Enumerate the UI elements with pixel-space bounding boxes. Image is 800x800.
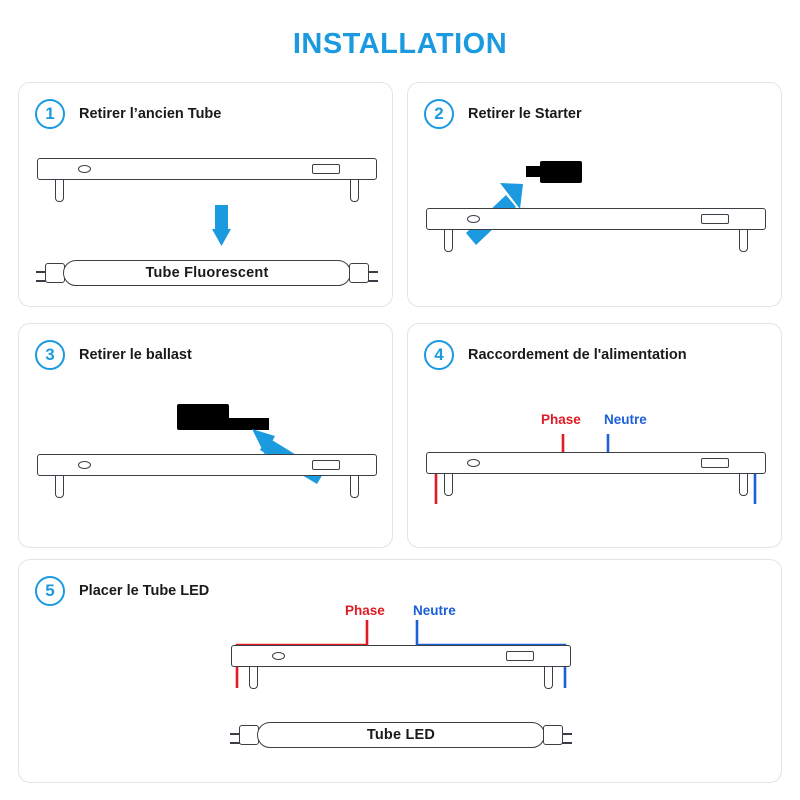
tube-pin-left-2 [230,742,240,744]
fixture-leg-right [350,180,359,202]
page-title: INSTALLATION [292,28,508,60]
fixture-leg-right [739,474,748,496]
fixture-body [37,454,377,476]
neutre-label: Neutre [413,603,456,618]
tube-label: Tube LED [366,727,436,743]
fixture-leg-right [350,476,359,498]
fixture-slot [506,651,534,661]
step-4-title: Raccordement de l'alimentation [468,347,687,363]
tube-pin-left-1 [36,271,46,273]
fixture-leg-left [55,180,64,202]
step-4-number: 4 [424,340,454,370]
step-card-4 [407,323,782,548]
fixture-body [231,645,571,667]
tube-pin-left-2 [36,280,46,282]
fixture-hole [78,461,91,469]
tube-pin-right-1 [368,271,378,273]
step-2-title: Retirer le Starter [468,106,582,122]
fluorescent-tube [37,260,377,286]
fixture-leg-left [444,230,453,252]
fixture-hole [78,165,91,173]
tube-cap-left [45,263,65,283]
fixture-slot [701,214,729,224]
fixture-hole [467,459,480,467]
tube-glass [257,722,545,748]
fixture-slot [312,460,340,470]
starter-nub [526,166,542,177]
step-2-number: 2 [424,99,454,129]
tube-pin-right-2 [368,280,378,282]
ballast-part [177,404,229,430]
phase-label: Phase [345,603,385,618]
led-tube [231,722,571,748]
step-card-5 [18,559,782,783]
ballast-bracket [227,418,269,430]
step-card-1 [18,82,393,307]
tube-glass [63,260,351,286]
fixture-leg-left [249,667,258,689]
step-5-number: 5 [35,576,65,606]
tube-pin-left-1 [230,733,240,735]
step-3-header [35,340,192,370]
neutre-label: Neutre [604,412,647,427]
step-1-title: Retirer l’ancien Tube [79,106,222,122]
fixture-body [37,158,377,180]
tube-pin-right-1 [562,733,572,735]
fixture-leg-left [55,476,64,498]
step-5-header [35,576,209,606]
step-1-number: 1 [35,99,65,129]
fixture-hole [272,652,285,660]
fixture-leg-right [544,667,553,689]
fixture-body [426,452,766,474]
tube-cap-right [349,263,369,283]
starter-part [540,161,582,183]
tube-cap-right [543,725,563,745]
step-3-title: Retirer le ballast [79,347,192,363]
tube-cap-left [239,725,259,745]
tube-pin-right-2 [562,742,572,744]
tube-label: Tube Fluorescent [145,265,269,281]
fixture-hole [467,215,480,223]
phase-label: Phase [541,412,581,427]
fixture-leg-right [739,230,748,252]
fixture-leg-left [444,474,453,496]
step-card-2 [407,82,782,307]
step-5-title: Placer le Tube LED [79,583,210,599]
step-2-header [424,99,582,129]
step-card-3 [18,323,393,548]
fixture-slot [312,164,340,174]
fixture-slot [701,458,729,468]
step-4-header [424,340,687,370]
fixture-body [426,208,766,230]
step-1-header [35,99,221,129]
step-3-number: 3 [35,340,65,370]
